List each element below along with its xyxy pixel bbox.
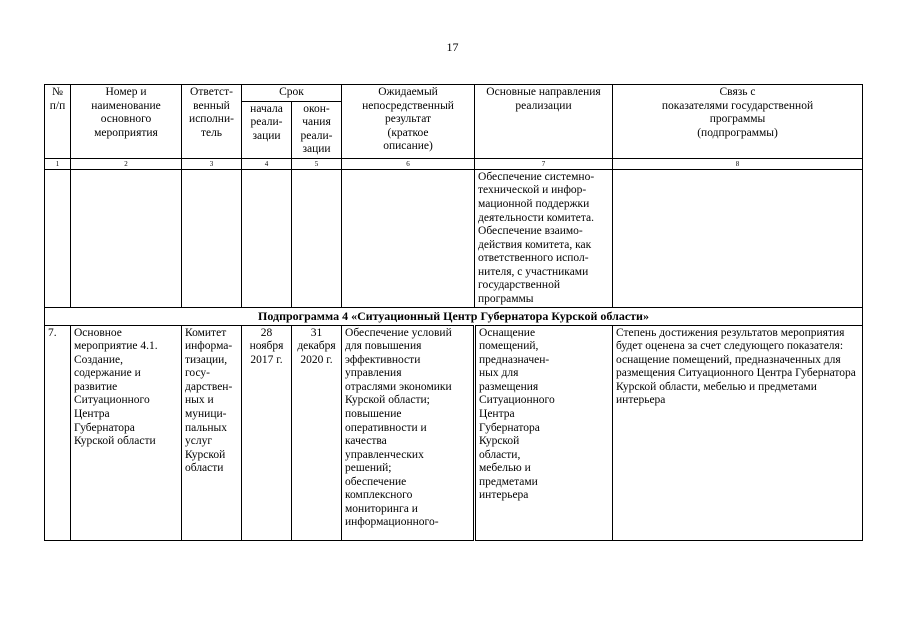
subprogram-row bbox=[45, 308, 863, 325]
activities-table bbox=[44, 84, 863, 541]
header-executor: Ответст- венный исполни- тель bbox=[182, 85, 242, 159]
implementation-directions: Оснащение помещений, предназначен- ных для размещения Ситуационного Центра Губернатора Курской области, мебелью и предметами интерьера bbox=[475, 325, 613, 540]
row-number: 7. bbox=[45, 325, 71, 540]
column-number: 6 bbox=[342, 158, 475, 169]
subprogram-title: Подпрограмма 4 «Ситуационный Центр Губернатора Курской области» bbox=[45, 308, 863, 325]
column-number: 5 bbox=[292, 158, 342, 169]
activity-name: Основное мероприятие 4.1. Создание, содержание и развитие Ситуационного Центра Губернатора Курской области bbox=[71, 325, 182, 540]
expected-result: Обеспечение условий для повышения эффективности управления отраслями экономики Курской области; повышение оперативности и качества управленческих решений; обеспечение комплексного мониторинга и информационного- bbox=[342, 325, 475, 540]
cell-empty bbox=[71, 169, 182, 308]
column-number: 4 bbox=[242, 158, 292, 169]
cell-empty bbox=[292, 169, 342, 308]
cell-empty bbox=[182, 169, 242, 308]
column-number: 2 bbox=[71, 158, 182, 169]
header-row bbox=[45, 85, 863, 102]
header-expected: Ожидаемый непосредственный результат (краткое описание) bbox=[342, 85, 475, 159]
header-term-start: начала реали- зации bbox=[242, 101, 292, 158]
column-number: 1 bbox=[45, 158, 71, 169]
cell-empty bbox=[613, 169, 863, 308]
header-term-end: окон- чания реали- зации bbox=[292, 101, 342, 158]
table-row bbox=[45, 325, 863, 540]
indicator-link: Степень достижения результатов мероприятия будет оценена за счет следующего показателя: оснащение помещений, предназначенных для размещения Ситуационного Центра Губернатора Курской области, мебелью и предметами интерьера bbox=[613, 325, 863, 540]
page-number: 17 bbox=[446, 40, 459, 54]
cell-empty bbox=[242, 169, 292, 308]
cell-empty bbox=[342, 169, 475, 308]
responsible-executor: Комитет информа- тизации, госу- дарствен- ных и муници- пальных услуг Курской области bbox=[182, 325, 242, 540]
continuation-directions: Обеспечение системно- технической и инфор- мационной поддержки деятельности комитета. Обеспечение взаимо- действия комитета, как ответственного испол- нителя, с участниками государственной программы bbox=[475, 169, 613, 308]
column-number: 7 bbox=[475, 158, 613, 169]
header-link: Связь с показателями государственной программы (подпрограммы) bbox=[613, 85, 863, 159]
header-directions: Основные направления реализации bbox=[475, 85, 613, 159]
header-term: Срок bbox=[242, 85, 342, 102]
header-name: Номер и наименование основного мероприятия bbox=[71, 85, 182, 159]
header-num: № п/п bbox=[45, 85, 71, 159]
end-date: 31 декабря 2020 г. bbox=[292, 325, 342, 540]
cell-empty bbox=[45, 169, 71, 308]
column-number-row bbox=[45, 158, 863, 169]
continuation-row bbox=[45, 169, 863, 308]
column-number: 8 bbox=[613, 158, 863, 169]
column-number: 3 bbox=[182, 158, 242, 169]
start-date: 28 ноября 2017 г. bbox=[242, 325, 292, 540]
